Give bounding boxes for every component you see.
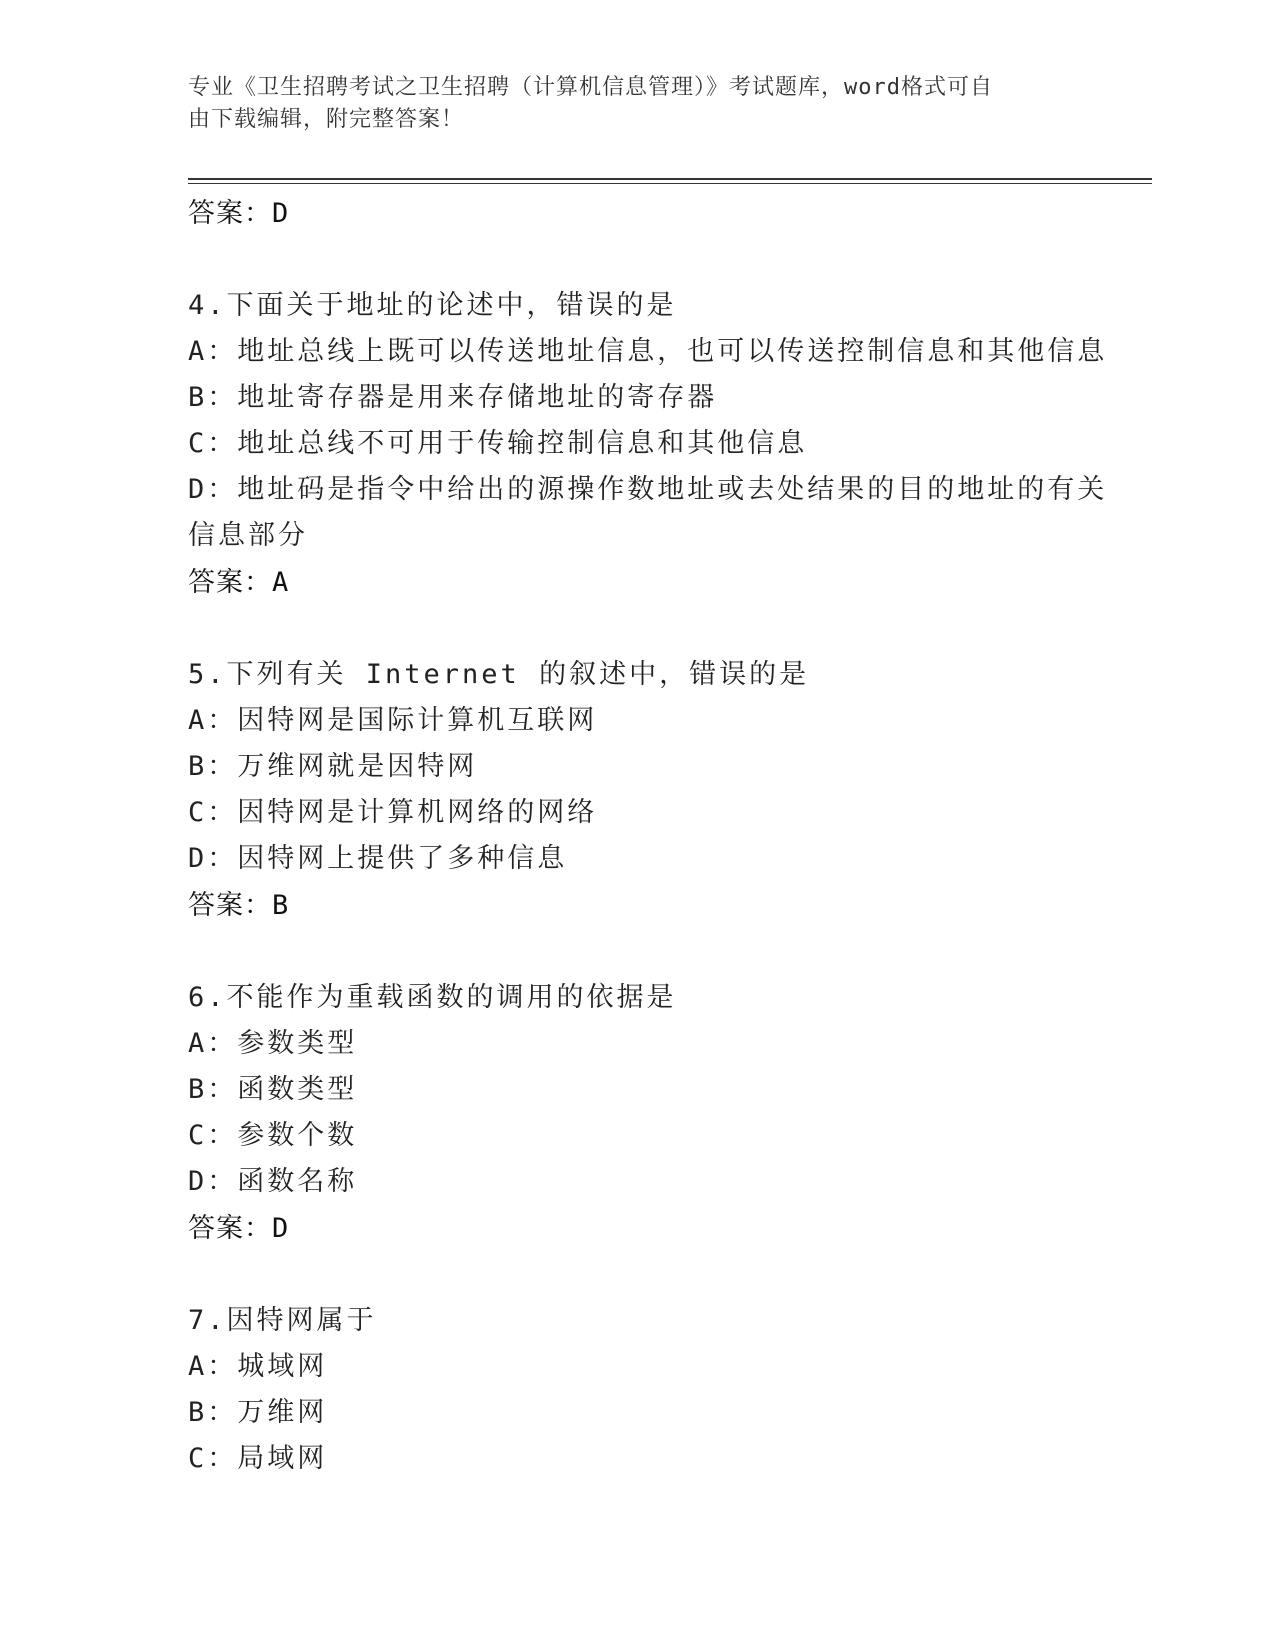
question-list (188, 190, 1108, 1482)
question-stem: 6.不能作为重载函数的调用的依据是 (188, 982, 677, 1013)
option-b: B：万维网就是因特网 (188, 751, 478, 782)
question-4 (188, 283, 1108, 606)
answer-line (188, 559, 1088, 606)
option-a: A：地址总线上既可以传送地址信息，也可以传送控制信息和其他信息 (188, 336, 1108, 367)
answer-line (188, 1205, 1088, 1252)
header-line-2: 由下载编辑，附完整答案！ (188, 107, 465, 132)
answer-label: 答案： (188, 567, 272, 597)
option-a: A：参数类型 (188, 1028, 358, 1059)
spacer (188, 929, 1088, 975)
option-c: C：参数个数 (188, 1120, 358, 1151)
option-c: C：地址总线不可用于传输控制信息和其他信息 (188, 428, 808, 459)
spacer (188, 606, 1088, 652)
answer-label: 答案： (188, 1213, 272, 1243)
spacer (188, 1252, 1088, 1298)
answer-line (188, 190, 1088, 237)
option-a: A：城域网 (188, 1351, 328, 1382)
header-divider-thin (188, 183, 1152, 184)
answer-label: 答案： (188, 890, 272, 920)
option-b: B：函数类型 (188, 1074, 358, 1105)
question-stem: 4.下面关于地址的论述中，错误的是 (188, 290, 677, 321)
header-line-1: 专业《卫生招聘考试之卫生招聘（计算机信息管理）》考试题库，word格式可自 (188, 75, 993, 100)
answer-line (188, 882, 1088, 929)
answer-value: D (272, 198, 290, 229)
question-stem: 7.因特网属于 (188, 1305, 377, 1336)
option-b: B：万维网 (188, 1397, 328, 1428)
answer-value: A (272, 567, 290, 598)
option-c: C：局域网 (188, 1443, 328, 1474)
option-a: A：因特网是国际计算机互联网 (188, 705, 598, 736)
spacer (188, 237, 1088, 283)
answer-label: 答案： (188, 198, 272, 228)
option-b: B：地址寄存器是用来存储地址的寄存器 (188, 382, 718, 413)
option-c: C：因特网是计算机网络的网络 (188, 797, 598, 828)
option-d-continuation: 信息部分 (188, 520, 308, 551)
question-6 (188, 975, 1088, 1252)
question-stem: 5.下列有关 Internet 的叙述中，错误的是 (188, 659, 810, 690)
answer-value: B (272, 890, 290, 921)
answer-value: D (272, 1213, 290, 1244)
header-divider-thick (188, 178, 1152, 180)
option-d: D：因特网上提供了多种信息 (188, 843, 568, 874)
option-d: D：函数名称 (188, 1166, 358, 1197)
question-5 (188, 652, 1088, 929)
question-7 (188, 1298, 1088, 1482)
document-header (188, 72, 1088, 136)
option-d: D：地址码是指令中给出的源操作数地址或去处结果的目的地址的有关 (188, 474, 1108, 505)
